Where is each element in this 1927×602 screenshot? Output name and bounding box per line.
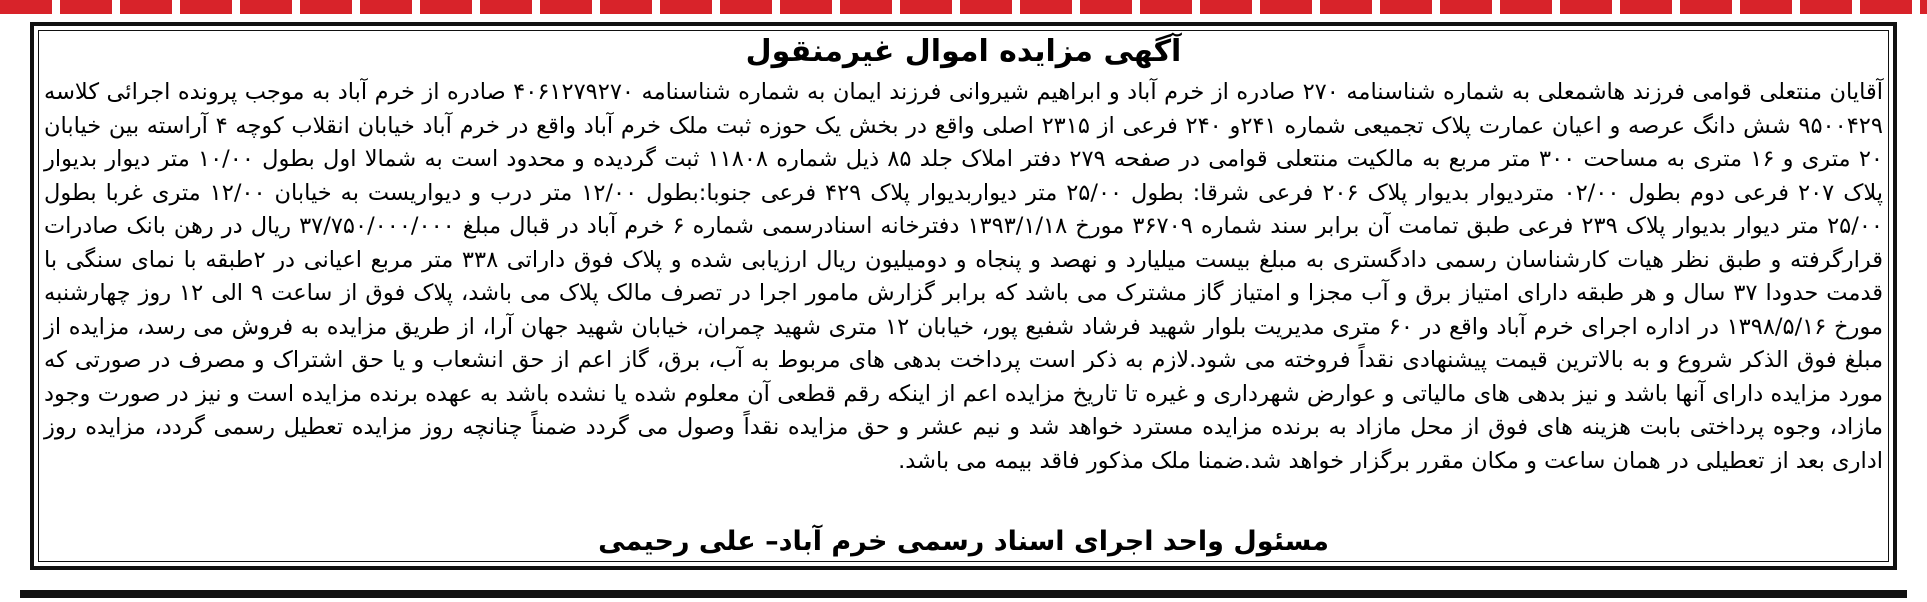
bottom-rule: [20, 590, 1907, 598]
notice-title: آگهی مزایده اموال غیرمنقول: [745, 34, 1182, 69]
top-strip: [0, 0, 1927, 20]
top-decorative-band: [0, 0, 1927, 14]
notice-signature: مسئول واحد اجرای اسناد رسمی خرم آباد– علی رحیمی: [598, 526, 1329, 557]
notice-body: آقایان منتعلی قوامی فرزند هاشمعلی به شماره شناسنامه ۲۷۰ صادره از خرم آباد و ابراهیم شیروانی فرزند ایمان به شماره شناسنامه ۴۰۶۱۲۷۹۲۷۰ صادره از خرم آباد به موجب پرونده اجرائی کلاسه ۹۵۰۰۴۲۹ شش دانگ عرصه و اعیان عمارت پلاک تجمیعی شماره ۲۴۱و ۲۴۰ فرعی از ۲۳۱۵ اصلی واقع در بخش یک حوزه ثبت ملک خرم آباد واقع در خرم آباد خیابان انقلاب کوچه ۴ آراسته بین خیابان ۲۰ متری و ۱۶ متری به مساحت ۳۰۰ متر مربع به مالکیت منتعلی قوامی در صفحه ۲۷۹ دفتر املاک جلد ۸۵ ذیل شماره ۱۱۸۰۸ ثبت گردیده و محدود است به شمالا اول بطول ۱۰/۰۰ متر دیوار بدیوار پلاک ۲۰۷ فرعی دوم بطول ۰۲/۰۰ متردیوار بدیوار پلاک ۲۰۶ فرعی شرقا: بطول ۲۵/۰۰ متر دیواربدیوار پلاک ۴۲۹ فرعی جنوبا:بطول ۱۲/۰۰ متر درب و دیواریست به خیابان ۱۲/۰۰ متری غربا بطول ۲۵/۰۰ متر دیوار بدیوار پلاک ۲۳۹ فرعی طبق تمامت آن برابر سند شماره ۳۶۷۰۹ مورخ ۱۳۹۳/۱/۱۸ دفترخانه اسنادرسمی شماره ۶ خرم آباد در قبال مبلغ ۳۷/۷۵۰/۰۰۰/۰۰۰ ریال در رهن بانک صادرات قرارگرفته و طبق نظر هیات کارشناسان رسمی دادگستری به مبلغ بیست میلیارد و نهصد و پنجاه و دومیلیون ریال ارزیابی شده و پلاک فوق داراتی ۳۳۸ متر مربع اعیانی در ۲طبقه با نمای سنگی با قدمت حدودا ۳۷ سال و هر طبقه دارای امتیاز برق و آب مجزا و امتیاز گاز مشترک می باشد که برابر گزارش مامور اجرا در تصرف مالک پلاک می باشد، پلاک فوق از ساعت ۹ الی ۱۲ روز چهارشنبه مورخ ۱۳۹۸/۵/۱۶ در اداره اجرای خرم آباد واقع در ۶۰ متری مدیریت بلوار شهید فرشاد شفیع پور، خیابان ۱۲ متری شهید چمران، خیابان شهید جهان آرا، از طریق مزایده به فروش می رسد، مزایده از مبلغ فوق الذکر شروع و به بالاترین قیمت پیشنهادی نقداً فروخته می شود.لازم به ذکر است پرداخت بدهی های مربوط به آب، برق، گاز اعم از حق انشعاب و یا حق اشتراک و مصرف در صورتی که مورد مزایده دارای آنها باشد و نیز بدهی های مالیاتی و عوارض شهرداری و غیره تا تاریخ مزایده اعم از اینکه رقم قطعی آن معلوم شده یا نشده باشد به عهده برنده مزایده است و نیز در صورت وجود مازاد، وجوه پرداختی بابت هزینه های فوق از محل مازاد به برنده مزایده مسترد خواهد شد و نیم عشر و حق مزایده نقداً وصول می گردد ضمناً چنانچه روز مزایده تعطیل رسمی گردد، مزایده روز اداری بعد از تعطیلی در همان ساعت و مکان مقرر برگزار خواهد شد.ضمنا ملک مذکور فاقد بیمه می باشد.: [44, 79, 1884, 474]
